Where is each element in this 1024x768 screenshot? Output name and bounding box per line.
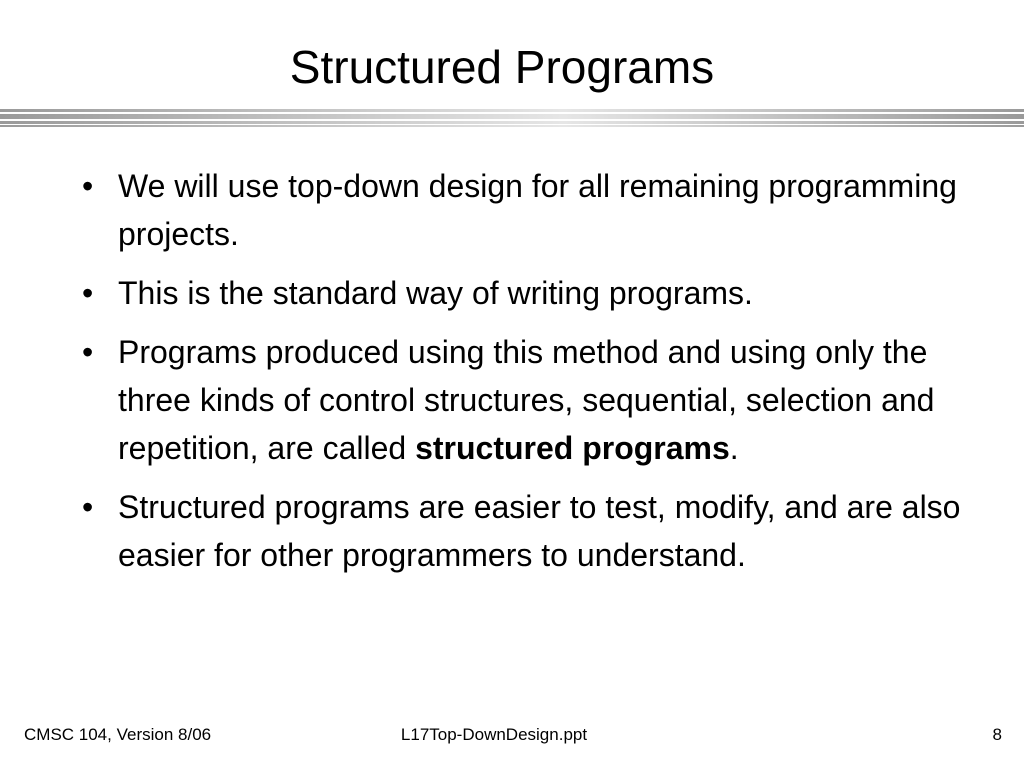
bullet-item (0, 328, 1000, 472)
bullet-emphasis: structured programs (415, 430, 730, 466)
bullet-dot-icon: • (82, 489, 94, 525)
bullet-item (0, 483, 1000, 579)
bullet-dot-icon: • (82, 168, 94, 204)
footer-filename-wrap (0, 722, 1024, 748)
footer-filename: L17Top-DownDesign.ppt (400, 725, 588, 744)
slide-footer (0, 722, 1024, 748)
title-divider (0, 109, 1024, 129)
bullet-text-after: . (729, 430, 739, 466)
bullet-dot-icon: • (82, 275, 94, 311)
bullet-text (118, 334, 934, 466)
footer-course: CMSC 104, Version 8/06 (24, 725, 212, 744)
slide-title: Structured Programs (289, 41, 715, 93)
bullet-text-before: Programs produced using this method and using only the three kinds of control structures, sequential, selection and repetition, are called (118, 334, 935, 466)
bullet-text: This is the standard way of writing programs. (118, 275, 753, 311)
bullet-text: Structured programs are easier to test, modify, and are also easier for other programmers to understand. (118, 489, 961, 573)
bullet-item (0, 269, 1000, 317)
bullet-dot-icon: • (82, 334, 94, 370)
bullet-item (0, 162, 1000, 258)
footer-page-number: 8 (992, 725, 1002, 744)
bullet-text: We will use top-down design for all remaining programming projects. (118, 168, 957, 252)
bullet-list (0, 162, 1000, 590)
